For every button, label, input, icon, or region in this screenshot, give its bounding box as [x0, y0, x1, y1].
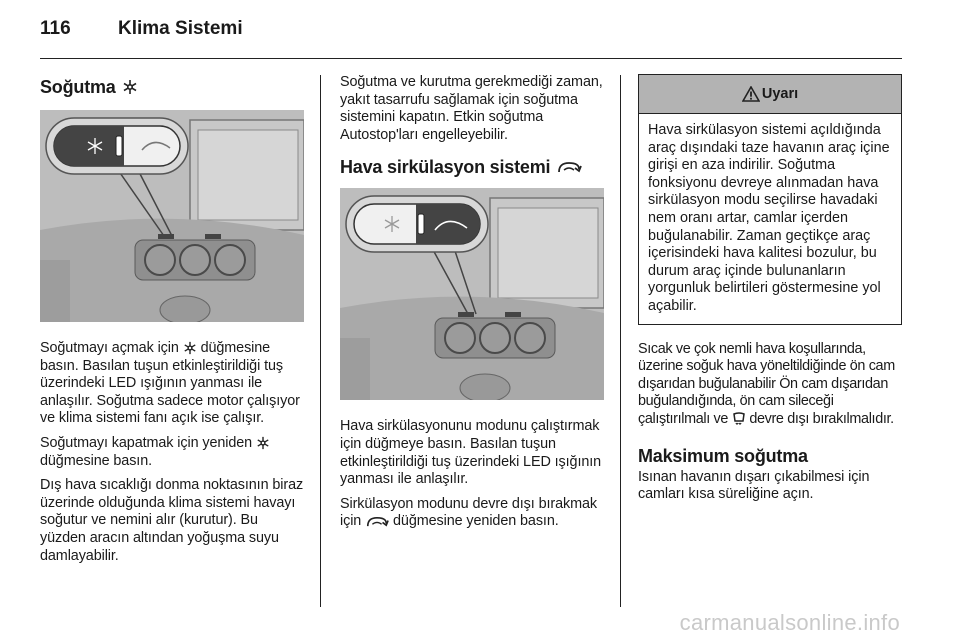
column-divider-2 [620, 75, 621, 607]
page-title: Klima Sistemi [118, 18, 243, 39]
recirculation-heading: Hava sirkülasyon sistemi [340, 154, 604, 180]
page-header [40, 18, 243, 48]
recirculation-icon [365, 515, 389, 528]
snowflake-icon [256, 436, 270, 450]
max-cooling-heading: Maksimum soğutma [638, 445, 808, 466]
cooling-para-1: Soğutmayı açmak için düğmesine basın. Basılan tuşun etkinleştirildiği tuş üzerindeki LED ışığının yanması ile anlaşılır. Soğutma sadece motor çalışıyor ve klima sistemi fanı açık ise çalışır. [40, 340, 300, 427]
recirculation-icon [556, 160, 582, 174]
cooling-para-2: Soğutmayı kapatmak için yeniden düğmesine basın. [40, 435, 304, 470]
cooling-button-illustration [40, 110, 304, 322]
header-rule [40, 58, 902, 59]
page-number: 116 [40, 18, 71, 39]
fog-para: Sıcak ve çok nemli hava koşullarında, üzerine soğuk hava yöneltildiğinde ön cam dışarıdan buğulanabilir Ön cam dışarıdan buğulandığında, ön cam sileceği çalıştırılmalı ve devre dışı bırakılmalıdır. [638, 340, 895, 427]
max-cooling-para: Isınan havanın dışarı çıkabilmesi için camları kısa süreliğine açın. [638, 468, 870, 503]
cooling-heading: Soğutma [40, 74, 304, 100]
warning-box [638, 74, 902, 325]
warning-header: Uyarı [639, 75, 901, 114]
column-warning [638, 74, 902, 504]
column-recirculation [340, 74, 604, 531]
column-divider-1 [320, 75, 321, 607]
warning-text: Hava sirkülasyon sistemi açıldığında araç dışındaki taze havanın araç içine girişi en aza indirilir. Soğutma fonksiyonu devreye alınmadan hava sirkülasyon modu seçilirse havadaki nem oranı artar, camlar içerden buğulanabilir. Zaman geçtikçe araç içerisindeki hava kalitesi bozulur, bu durum araç içinde bulunanların yorgunluk belirtileri göstermesine yol açabilir. [648, 122, 890, 314]
snowflake-icon [122, 79, 138, 95]
recirc-intro: Soğutma ve kurutma gerekmediği zaman, yakıt tasarrufu sağlamak için soğutma sistemini kapatın. Etkin soğutma Autostop'ları engelleyebilir. [340, 74, 603, 143]
cooling-para-3: Dış hava sıcaklığı donma noktasının biraz üzerinde olduğunda klima sistemi havayı soğutur ve nemini alır (kurutur). Bu yüzden aracın altından yoğuşma suyu damlayabilir. [40, 477, 304, 564]
recirc-para-2: Sirkülasyon modunu devre dışı bırakmak için düğmesine yeniden basın. [340, 495, 597, 530]
recirculation-button-illustration [340, 188, 604, 400]
snowflake-icon [183, 341, 197, 355]
recirc-para-1: Hava sirkülasyonunu modunu çalıştırmak için düğmeye basın. Basılan tuşun etkinleştirildiği tuş üzerindeki LED ışığının yanması ile anlaşılır. [340, 418, 602, 488]
windshield-air-icon [732, 412, 746, 426]
watermark: carmanualsonline.info [679, 610, 900, 635]
column-cooling [40, 74, 304, 565]
warning-triangle-icon [742, 86, 760, 102]
